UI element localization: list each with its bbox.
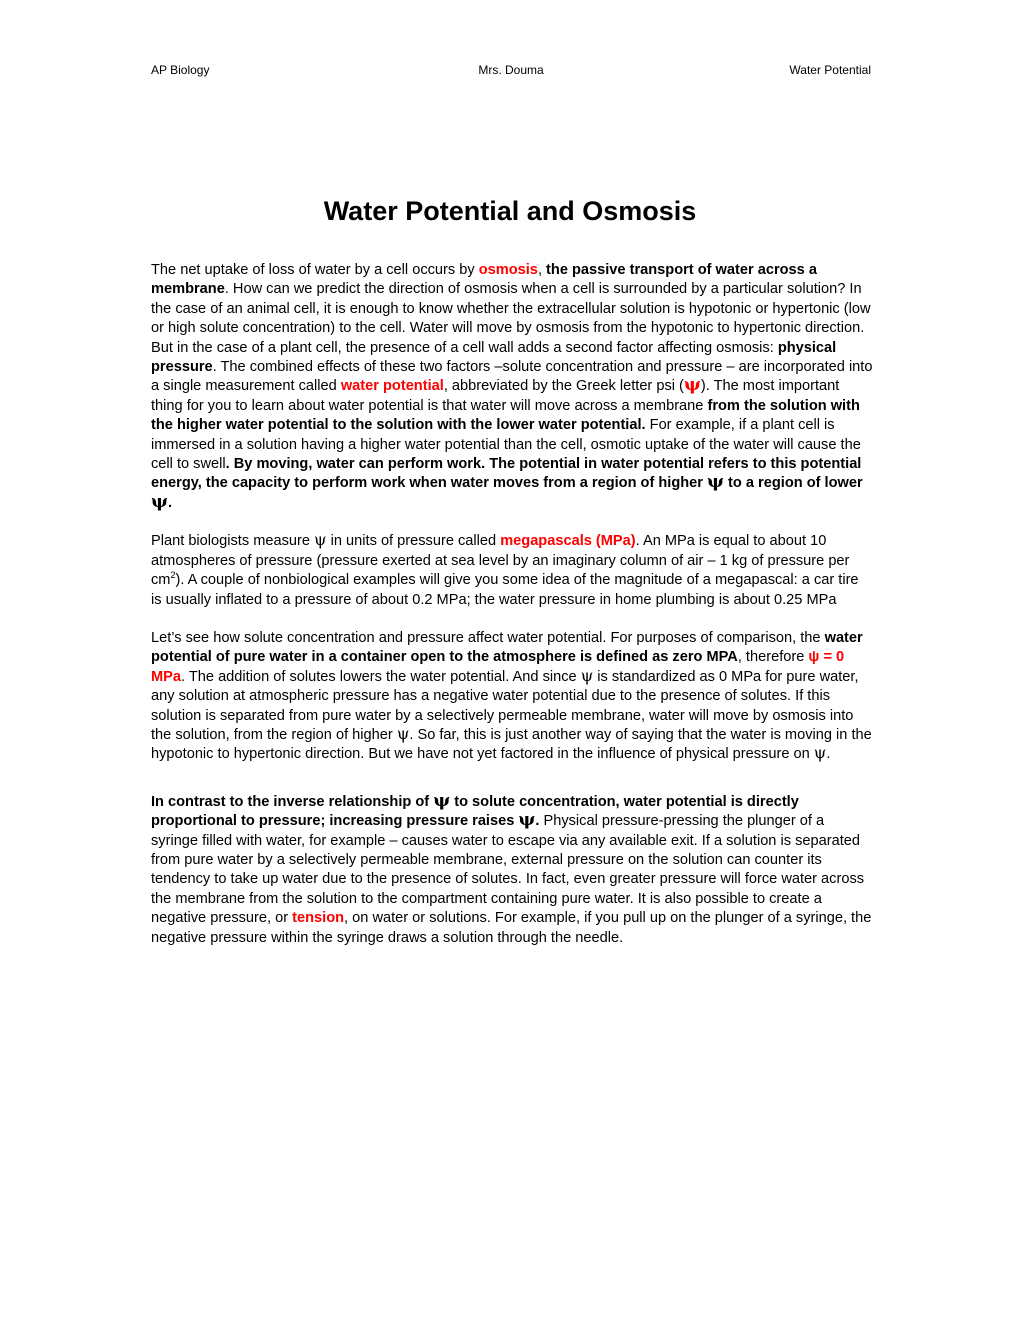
text: . So far, this is just another way of saying that the water is moving in the hypotonic to hypertonic direction. But we have not yet factored in the influence of physical pressure on bbox=[151, 726, 872, 763]
definition-zero-mpa: water potential of pure water in a container open to the atmosphere is defined as zero MPA bbox=[151, 629, 863, 666]
text: . The addition of solutes lowers the water potential. And since bbox=[181, 668, 581, 685]
psi-symbol: ψ bbox=[314, 530, 327, 550]
text: Let’s see how solute concentration and pressure affect water potential. For purposes of comparison, the bbox=[151, 629, 825, 646]
text: Physical pressure-pressing the plunger of a syringe filled with water, for example – causes water to escape via any available exit. If a solution is separated from pure water by a selectively permeable membrane, external pressure on the solution can counter its tendency to take up water due to the presence of solutes. In fact, even greater pressure will force water across the membrane from the solution to the compartment containing pure water. It is also possible to create a negative pressure, or bbox=[151, 813, 865, 927]
psi-symbol: ψ bbox=[683, 374, 701, 396]
page-header bbox=[151, 62, 871, 78]
text: ). The most important thing for you to learn about water potential is that water will move across a membrane bbox=[151, 378, 840, 414]
document-body bbox=[151, 261, 873, 967]
definition-osmosis: the passive transport of water across a membrane bbox=[151, 262, 817, 298]
term-water-potential: water potential bbox=[340, 378, 444, 395]
term-tension: tension bbox=[292, 910, 345, 927]
header-topic: Water Potential bbox=[789, 63, 871, 77]
bold-text: to a region of lower bbox=[724, 475, 863, 492]
psi-symbol: ψ bbox=[396, 723, 410, 743]
bold-text: In contrast to the inverse relationship of bbox=[151, 793, 434, 810]
term-osmosis: osmosis bbox=[478, 262, 538, 278]
term-megapascals: megapascals (MPa) bbox=[500, 533, 636, 550]
superscript: 2 bbox=[170, 570, 176, 581]
text: , therefore bbox=[737, 649, 809, 666]
bold-text: to solute concentration, water potential is directly proportional to pressure; increasing pressure raises bbox=[151, 793, 799, 830]
text: is standardized as 0 MPa for pure water, any solution at atmospheric pressure has a negative water potential due to the presence of solutes. If this solution is separated from pure water by a selectively permeable membrane, water will move by osmosis into the solution, from the region of higher bbox=[151, 668, 859, 743]
text: . bbox=[826, 746, 831, 763]
document-title: Water Potential and Osmosis bbox=[323, 196, 697, 226]
text: For example, if a plant cell is immersed in a solution having a higher water potential than the cell, osmotic uptake of the water will cause the cell to swell bbox=[151, 417, 861, 473]
equation-psi-zero: ψ = 0 MPa bbox=[151, 649, 845, 685]
header-teacher: Mrs. Douma bbox=[478, 63, 544, 77]
bold-text: . bbox=[535, 813, 540, 830]
text: , on water or solutions. For example, if you pull up on the plunger of a syringe, the negative pressure within the syringe draws a solution through the needle. bbox=[151, 910, 872, 946]
bold-text: . bbox=[167, 494, 173, 511]
text: ). A couple of nonbiological examples will give you some idea of the magnitude of a megapascal: a car tire is usually inflated to a pressure of about 0.2 MPa; the water pressure in home plumbing is about 0.25 MPa bbox=[151, 572, 859, 608]
psi-symbol: ψ bbox=[813, 743, 827, 763]
psi-symbol: ψ bbox=[433, 789, 451, 811]
text: . An MPa is equal to about 10 atmospheres of pressure (pressure exerted at sea level by an imaginary column of air – 1 kg of pressure per cm bbox=[151, 533, 850, 589]
psi-symbol: ψ bbox=[151, 490, 168, 512]
term-physical-pressure: physical pressure bbox=[151, 339, 837, 376]
psi-symbol: ψ bbox=[707, 471, 724, 493]
text: . How can we predict the direction of osmosis when a cell is surrounded by a particular solution? In the case of an animal cell, it is enough to know whether the extracellular solution is hypotonic or hypertonic (low or high solute concentration) to the cell. Water will move by osmosis from the hypotonic to hypertonic direction. But in the case of a plant cell, the presence of a cell wall adds a second factor affecting osmosis: bbox=[151, 281, 871, 356]
text: , bbox=[537, 262, 547, 278]
paragraph-osmosis-intro bbox=[151, 261, 873, 513]
bold-text: . By moving, water can perform work. The potential in water potential refers to this potential energy, the capacity to perform work when water moves from a region of higher bbox=[151, 456, 862, 492]
header-course: AP Biology bbox=[151, 63, 210, 77]
text: , abbreviated by the Greek letter psi ( bbox=[443, 378, 684, 395]
paragraph-megapascals bbox=[151, 532, 873, 610]
key-rule: from the solution with the higher water potential to the solution with the lower water potential. bbox=[151, 397, 860, 434]
text: . The combined effects of these two factors –solute concentration and pressure – are incorporated into a single measurement called bbox=[151, 359, 873, 395]
text: The net uptake of loss of water by a cell occurs by bbox=[151, 262, 479, 278]
psi-symbol: ψ bbox=[580, 665, 594, 685]
text: in units of pressure called bbox=[326, 533, 501, 550]
paragraph-pressure-relationship bbox=[151, 789, 873, 948]
paragraph-solute-pressure bbox=[151, 629, 873, 765]
text: Plant biologists measure bbox=[151, 533, 315, 550]
psi-symbol: ψ bbox=[518, 809, 536, 831]
